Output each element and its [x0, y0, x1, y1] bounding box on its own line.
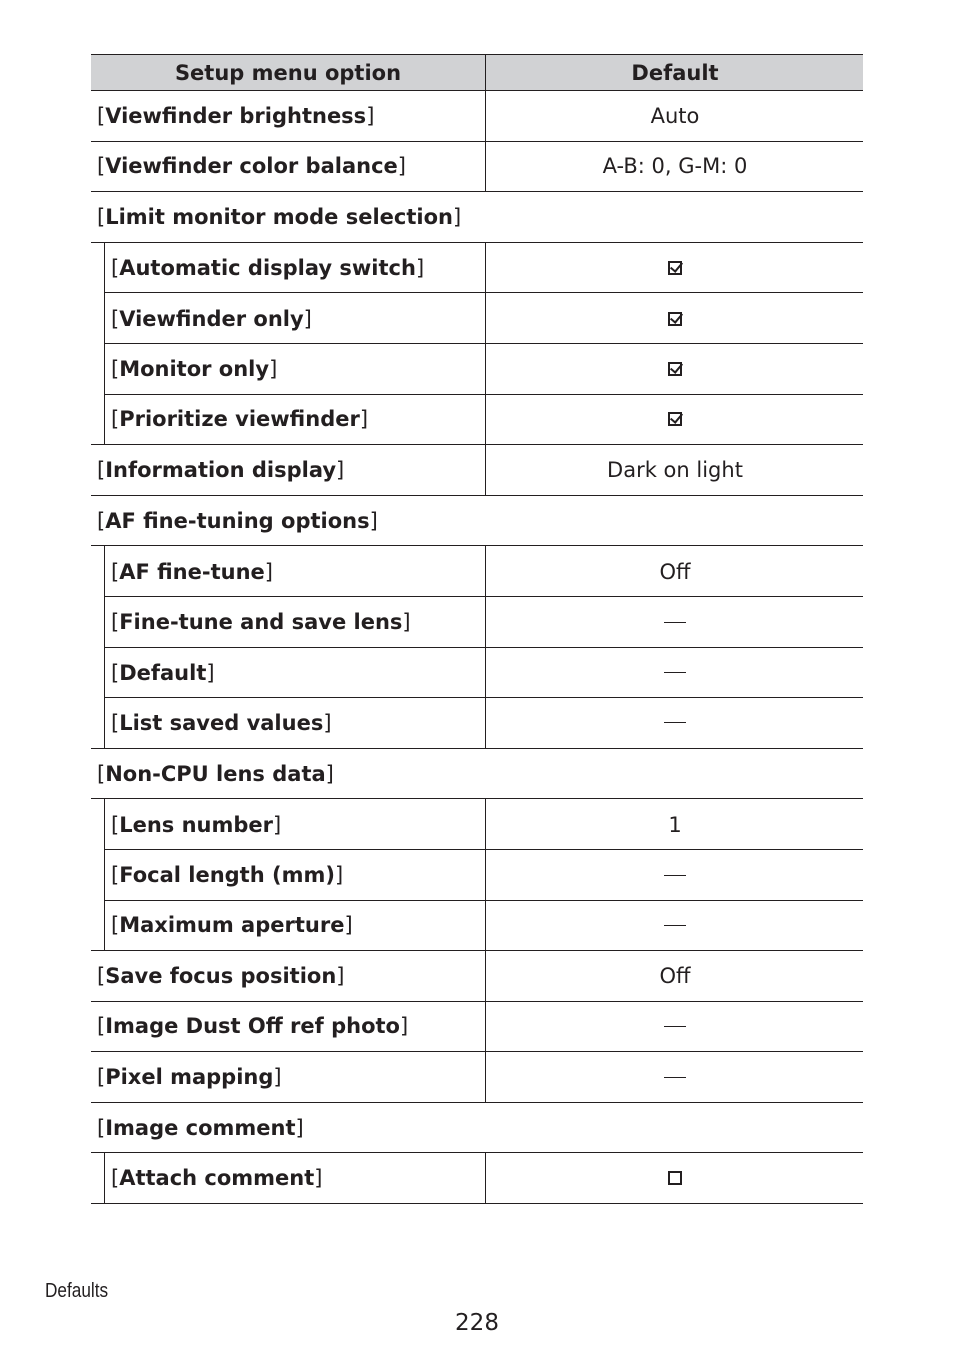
option-name: Limit monitor mode selection — [105, 204, 453, 229]
option-name-cell: [ Pixel mapping ] — [97, 1065, 282, 1090]
table-row — [91, 142, 863, 193]
option-name: Viewfinder color balance — [105, 154, 398, 179]
option-name: AF fine-tune — [119, 559, 265, 584]
em-dash-value — [664, 622, 686, 623]
footer-section-label: Defaults — [45, 1280, 109, 1302]
option-name: Pixel mapping — [105, 1065, 274, 1090]
table-row — [91, 395, 863, 446]
option-name-cell: [ Prioritize viewfinder ] — [111, 407, 369, 432]
page-number: 228 — [455, 1310, 499, 1336]
option-name: AF fine-tuning options — [105, 508, 370, 533]
option-name: Information display — [105, 457, 337, 482]
option-name: Attach comment — [119, 1166, 315, 1191]
default-value: Off — [659, 559, 691, 584]
default-value-cell — [485, 850, 864, 901]
default-value: A-B: 0, G-M: 0 — [602, 154, 748, 179]
em-dash-value — [664, 672, 686, 673]
em-dash-value — [664, 1077, 686, 1078]
checked-box-icon — [668, 261, 682, 275]
option-name-cell: [ Monitor only ] — [111, 357, 278, 382]
default-value-cell — [485, 546, 864, 597]
table-row — [91, 850, 863, 901]
default-value-cell — [485, 243, 864, 294]
default-value-cell — [485, 142, 864, 192]
default-value: 1 — [668, 812, 682, 837]
table-row — [91, 799, 863, 850]
default-value-cell — [485, 901, 864, 951]
table-row — [91, 91, 863, 142]
option-name: Default — [119, 660, 207, 685]
em-dash-value — [664, 1026, 686, 1027]
table-row — [91, 951, 863, 1002]
table-row — [91, 1052, 863, 1103]
table-row — [91, 344, 863, 395]
option-name-cell: [ AF fine-tuning options ] — [97, 508, 378, 533]
option-name: Image Dust Off ref photo — [105, 1014, 400, 1039]
checked-box-icon — [668, 412, 682, 426]
option-name: Prioritize viewfinder — [119, 407, 360, 432]
default-value-cell — [485, 395, 864, 445]
option-name-cell: [ List saved values ] — [111, 710, 332, 735]
default-value-cell — [485, 698, 864, 748]
table-row — [91, 597, 863, 648]
table-row — [91, 192, 863, 243]
option-name: Non-CPU lens data — [105, 761, 326, 786]
option-name-cell: [ Viewfinder only ] — [111, 306, 312, 331]
header-option: Setup menu option — [174, 60, 402, 85]
table-row — [91, 1002, 863, 1053]
em-dash-value — [664, 722, 686, 723]
option-name: Focal length (mm) — [119, 863, 335, 888]
default-value: Off — [659, 963, 691, 988]
option-name-cell: [ Automatic display switch ] — [111, 256, 425, 281]
option-name: Viewfinder only — [119, 306, 304, 331]
option-name-cell: [ Attach comment ] — [111, 1166, 323, 1191]
option-name: Image comment — [105, 1115, 296, 1140]
option-name-cell: [ Default ] — [111, 660, 215, 685]
table-row — [91, 749, 863, 800]
option-name-cell: [ Non-CPU lens data ] — [97, 761, 334, 786]
default-value: Auto — [650, 103, 700, 128]
default-value-cell — [485, 344, 864, 395]
option-name: Viewfinder brightness — [105, 103, 367, 128]
table-body — [91, 91, 863, 1204]
default-value-cell — [485, 91, 864, 141]
checked-box-icon — [668, 312, 682, 326]
option-name: Fine-tune and save lens — [119, 610, 403, 635]
option-name-cell: [ Limit monitor mode selection ] — [97, 204, 462, 229]
table-header — [91, 55, 863, 91]
option-name: Lens number — [119, 812, 274, 837]
option-name-cell: [ Save focus position ] — [97, 963, 345, 988]
table-row — [91, 496, 863, 547]
default-value-cell — [485, 597, 864, 648]
option-name: Monitor only — [119, 357, 270, 382]
table-row — [91, 243, 863, 294]
default-value: Dark on light — [607, 457, 743, 482]
default-value-cell — [485, 445, 864, 495]
option-name-cell: [ Image comment ] — [97, 1115, 304, 1140]
table-row — [91, 445, 863, 496]
default-value-cell — [485, 1002, 864, 1052]
option-name: Maximum aperture — [119, 913, 345, 938]
table-row — [91, 293, 863, 344]
em-dash-value — [664, 875, 686, 876]
checked-box-icon — [668, 362, 682, 376]
option-name-cell: [ Information display ] — [97, 457, 345, 482]
table-row — [91, 1103, 863, 1154]
option-name-cell: [ Viewfinder brightness ] — [97, 103, 375, 128]
option-name-cell: [ AF fine-tune ] — [111, 559, 273, 584]
option-name-cell: [ Image Dust Off ref photo ] — [97, 1014, 409, 1039]
table-row — [91, 1153, 863, 1204]
default-value-cell — [485, 799, 864, 850]
option-name-cell: [ Lens number ] — [111, 812, 282, 837]
option-name-cell: [ Fine-tune and save lens ] — [111, 610, 411, 635]
defaults-table — [91, 54, 863, 1204]
option-name-cell: [ Viewfinder color balance ] — [97, 154, 406, 179]
default-value-cell — [485, 293, 864, 344]
option-name: Save focus position — [105, 963, 337, 988]
default-value-cell — [485, 648, 864, 699]
table-row — [91, 546, 863, 597]
header-default: Default — [485, 55, 864, 90]
table-row — [91, 648, 863, 699]
option-name: List saved values — [119, 710, 324, 735]
table-row — [91, 698, 863, 749]
empty-box-icon — [668, 1171, 682, 1185]
option-name-cell: [ Maximum aperture ] — [111, 913, 353, 938]
option-name-cell: [ Focal length (mm) ] — [111, 863, 344, 888]
default-value-cell — [485, 951, 864, 1001]
em-dash-value — [664, 925, 686, 926]
table-row — [91, 901, 863, 952]
default-value-cell — [485, 1153, 864, 1203]
default-value-cell — [485, 1052, 864, 1102]
option-name: Automatic display switch — [119, 256, 416, 281]
